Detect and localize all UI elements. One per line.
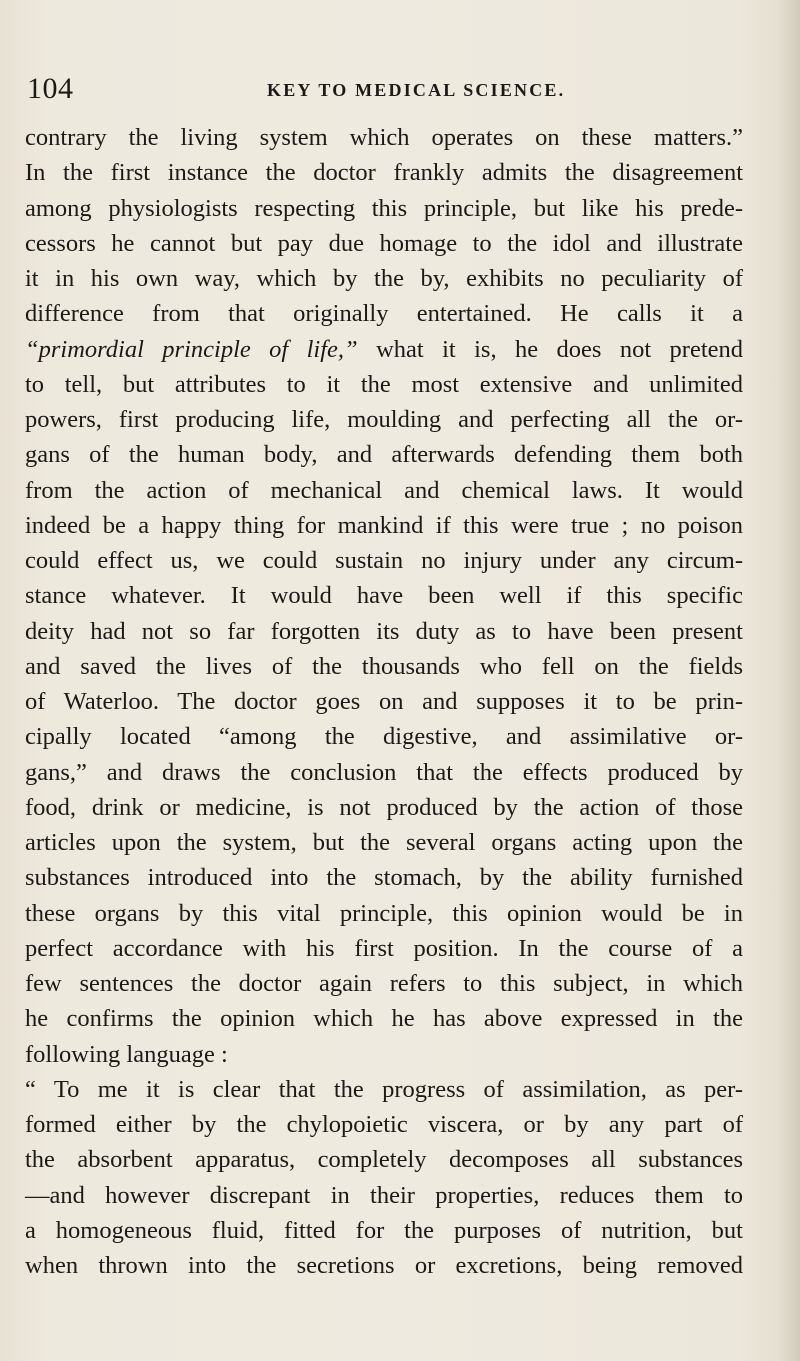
body-text [25,120,743,1283]
running-head: KEY TO MEDICAL SCIENCE. [267,80,566,100]
italic-phrase: “primordial principle of life,” [25,335,358,363]
text-line: few sentences the doctor again refers to this subject, in which [25,970,743,997]
text-line: from the action of mechanical and chemical laws. It would [25,476,743,504]
text-line: it in his own way, which by the by, exhibits no peculiarity of [25,265,743,292]
text-line: cipally located “among the digestive, and assimilative or- [25,723,743,751]
text-line: contrary the living system which operates on these matters.” [25,124,743,151]
text-line: indeed be a happy thing for mankind if this were true ; no poison [25,511,743,539]
text-line: gans,” and draws the conclusion that the effects produced by [25,758,743,786]
text-line: difference from that originally entertained. He calls it a [25,300,743,328]
text-line: of Waterloo. The doctor goes on and supposes it to be prin- [25,688,743,715]
text-line-with-italic [25,332,743,367]
text-line: powers, first producing life, moulding and perfecting all the or- [25,406,743,433]
text-line: when thrown into the secretions or excretions, being removed [25,1252,743,1279]
text-line: formed either by the chylopoietic viscera, or by any part of [25,1111,743,1138]
text-line: food, drink or medicine, is not produced by the action of those [25,793,743,821]
page-number: 104 [27,72,74,105]
text-line: the absorbent apparatus, completely decomposes all substances [25,1146,743,1174]
text-line: cessors he cannot but pay due homage to the idol and illustrate [25,229,743,257]
page-edge-shadow [778,0,800,1361]
text-line: —and however discrepant in their properties, reduces them to [25,1181,743,1209]
text-line: stance whatever. It would have been well if this specific [25,582,743,610]
text-line: perfect accordance with his first position. In the course of a [25,934,743,962]
text-line: these organs by this vital principle, this opinion would be in [25,899,743,927]
text-line: gans of the human body, and afterwards defending them both [25,441,743,469]
text-line: articles upon the system, but the several organs acting upon the [25,829,743,856]
text-line: and saved the lives of the thousands who fell on the fields [25,652,743,680]
text-line: a homogeneous fluid, fitted for the purposes of nutrition, but [25,1216,743,1244]
text-line: deity had not so far forgotten its duty as to have been present [25,617,743,645]
page-header [27,72,767,112]
text-line: he confirms the opinion which he has above expressed in the [25,1005,743,1033]
text-line: substances introduced into the stomach, by the ability furnished [25,864,743,892]
text-line: “ To me it is clear that the progress of assimilation, as per- [25,1075,743,1103]
text-line: following language : [25,1040,228,1068]
text-line-remainder: what it is, he does not pretend [376,335,743,363]
text-line: could effect us, we could sustain no injury under any circum- [25,547,743,574]
text-line: In the first instance the doctor frankly admits the disagreement [25,159,743,187]
text-line: among physiologists respecting this principle, but like his prede- [25,194,743,222]
text-line: to tell, but attributes to it the most extensive and unlimited [25,370,743,398]
